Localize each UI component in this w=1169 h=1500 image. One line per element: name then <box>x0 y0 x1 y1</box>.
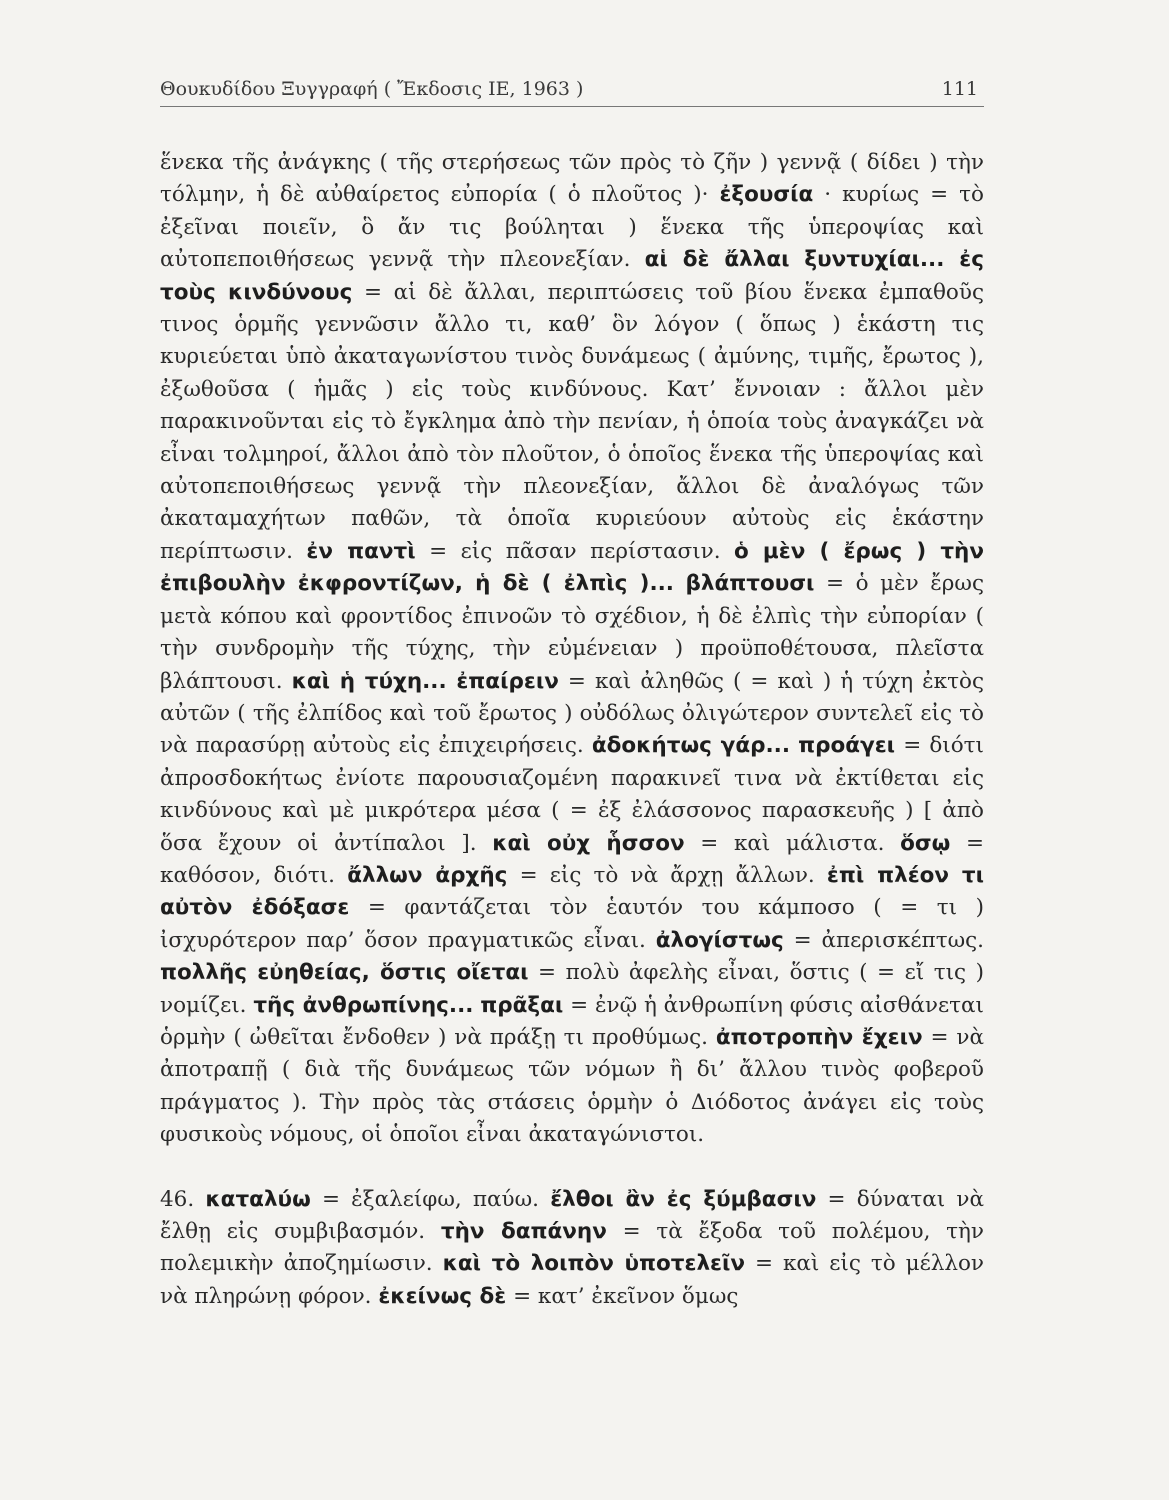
gloss-text: ἕνεκα τῆς ἀνάγκης ( τῆς στερήσεως τῶν πρὸς τὸ ζῆν ) γεννᾷ ( δίδει ) τὴν τόλμην, ἡ δὲ αὐθαίρετος εὐπορία ( ὁ πλοῦτος )· <box>160 150 984 208</box>
lemma: ἀποτροπὴν ἔχειν <box>715 1024 923 1050</box>
gloss-text: 46. <box>160 1186 206 1212</box>
lemma: τῆς ἀνθρωπίνης... <box>253 992 474 1018</box>
lemma: καὶ ἡ τύχη... ἐπαίρειν <box>291 668 559 694</box>
lemma: πρᾶξαι <box>480 992 564 1018</box>
gloss-text: = τὰ ἔξοδα τοῦ πολέμου, τὴν πολεμικὴν ἀποζημίωσιν. <box>160 1219 984 1277</box>
gloss-text: = καὶ ἀληθῶς ( = καὶ ) ἡ τύχη ἐκτὸς αὐτῶν ( τῆς ἐλπίδος καὶ τοῦ ἔρωτος ) οὐδόλως ὀλιγώτερον συντελεῖ εἰς τὸ νὰ παρασύρῃ αὐτοὺς εἰς ἐπιχειρήσεις. <box>160 668 985 759</box>
gloss-text: = αἱ δὲ ἄλλαι, περιπτώσεις τοῦ βίου ἕνεκα ἐμπαθοῦς τινος ὁρμῆς γεννῶσιν ἄλλο τι, καθ’ ὃν λόγον ( ὅπως ) ἑκάστη τις κυριεύεται ὑπὸ ἀκαταγωνίστου τινὸς δυνάμεως ( ἀμύνης, τιμῆς, ἔρωτος ), ἐξωθοῦσα ( ἡμᾶς ) εἰς τοὺς κινδύνους. Κατ’ ἔννοιαν : ἄλλοι μὲν παρακινοῦνται εἰς τὸ ἔγκλημα ἀπὸ τὴν πενίαν, ἡ ὁποία τοὺς ἀναγκάζει νὰ εἶναι τολμηροί, ἄλλοι ἀπὸ τὸν πλοῦτον, ὁ ὁποῖος ἕνεκα τῆς ὑπεροψίας καὶ αὐτοπεποιθήσεως γεννᾷ τὴν πλεονεξίαν, ἄλλοι δὲ ἀναλόγως τῶν ἀκαταμαχήτων παθῶν, τὰ ὁποῖα κυριεύουν αὐτοὺς εἰς ἑκάστην περίπτωσιν. <box>160 279 984 564</box>
lemma: ἄλλων ἀρχῆς <box>347 862 508 888</box>
paragraph <box>160 147 984 1152</box>
lemma: ἔλθοι ἂν ἐς ξύμβασιν <box>550 1186 817 1212</box>
gloss-text: = νὰ ἀποτραπῇ ( διὰ τῆς δυνάμεως τῶν νόμων ἢ δι’ ἄλλου τινὸς φοβεροῦ πράγματος ). Τὴν πρὸς τὰς στάσεις ὁρμὴν ὁ Διόδοτος ἀνάγει εἰς τοὺς φυσικοὺς νόμους, οἱ ὁποῖοι εἶναι ἀκαταγώνιστοι. <box>160 1024 984 1148</box>
gloss-text <box>674 571 686 596</box>
lemma: αἱ δὲ ἄλλαι ξυντυχίαι... ἐς τοὺς κινδύνους <box>160 247 984 305</box>
gloss-text: = φαντάζεται τὸν ἑαυτόν του κάμποσο ( = τι ) ἰσχυρότερον παρ’ ὅσον πραγματικῶς εἶναι. <box>160 895 984 953</box>
gloss-text: = διότι ἀπροσδοκήτως ἐνίοτε παρουσιαζομένη παρακινεῖ τινα νὰ ἐκτίθεται εἰς κινδύνους καὶ μὲ μικρότερα μέσα ( = ἐξ ἐλάσσονος παρασκευῆς ) [ ἀπὸ ὅσα ἔχουν οἱ ἀντίπαλοι ]. <box>160 733 984 856</box>
gloss-text: = καὶ εἰς τὸ μέλλον νὰ πληρώνῃ φόρον. <box>160 1251 984 1309</box>
lemma: ὅσῳ <box>900 830 951 856</box>
gloss-text: = κατ’ ἐκεῖνον ὅμως <box>506 1283 739 1309</box>
gloss-text: = εἰς πᾶσαν περίστασιν. <box>415 538 735 564</box>
lemma: καὶ οὐχ ἧσσον <box>492 830 685 856</box>
lemma: καὶ τὸ λοιπὸν ὑποτελεῖν <box>442 1251 746 1277</box>
gloss-text: = καὶ μάλιστα. <box>684 830 901 856</box>
gloss-text: = καθόσον, διότι. <box>160 830 984 888</box>
lemma: ἐκείνως δὲ <box>378 1283 507 1309</box>
lemma: ἀλογίστως <box>655 927 784 953</box>
gloss-text: = ἐνῷ ἡ ἀνθρωπίνη φύσις αἰσθάνεται ὁρμὴν ( ὠθεῖται ἔνδοθεν ) νὰ πράξῃ τι προθύμως. <box>160 992 984 1050</box>
gloss-text <box>790 733 798 758</box>
gloss-text: = ὁ μὲν ἔρως μετὰ κόπου καὶ φροντίδος ἐπινοῶν τὸ σχέδιον, ἡ δὲ ἐλπὶς τὴν εὐπορίαν ( τὴν συνδρομὴν τῆς τύχης, τὴν εὐμένειαν ) προϋποθέτουσα, πλεῖστα βλάπτουσι. <box>160 571 984 694</box>
gloss-text: = ἐξαλείφω, παύω. <box>310 1186 551 1212</box>
lemma: ἐπὶ πλέον τι αὐτὸν ἐδόξασε <box>160 862 984 921</box>
lemma: καταλύω <box>205 1186 311 1212</box>
lemma: ἀδοκήτως γάρ... <box>591 733 790 759</box>
lemma: προάγει <box>798 733 896 759</box>
paragraph <box>160 1184 984 1314</box>
header-title: Θουκυδίδου Ξυγγραφή ( Ἔκδοσις ΙΕ, 1963 ) <box>160 78 584 100</box>
running-header <box>160 78 984 107</box>
gloss-text: = εἰς τὸ νὰ ἄρχῃ ἄλλων. <box>507 862 827 888</box>
lemma: ἐν παντὶ <box>306 538 416 564</box>
gloss-text: = ἀπερισκέπτως. <box>783 927 984 953</box>
gloss-text: = πολὺ ἀφελὴς εἶναι, ὅστις ( = εἴ τις ) νομίζει. <box>160 960 984 1018</box>
lemma: τὴν δαπάνην <box>440 1219 607 1244</box>
page-number: 111 <box>941 78 978 100</box>
lemma: βλάπτουσι <box>685 571 815 597</box>
lemma: ἐξουσία <box>719 182 814 208</box>
lemma: ὁ μὲν ( ἔρως ) τὴν ἐπιβουλὴν ἐκφροντίζων, ἡ δὲ ( ἐλπὶς )... <box>160 538 984 597</box>
gloss-text: = δύναται νὰ ἔλθῃ εἰς συμβιβασμόν. <box>160 1186 984 1244</box>
commentary-text <box>160 147 984 1313</box>
gloss-text: · κυρίως = τὸ ἐξεῖναι ποιεῖν, ὃ ἄν τις βούληται ) ἕνεκα τῆς ὑπεροψίας καὶ αὐτοπεποιθήσεως γεννᾷ τὴν πλεονεξίαν. <box>160 182 984 273</box>
lemma: πολλῆς εὐηθείας, ὅστις οἴεται <box>160 960 529 986</box>
